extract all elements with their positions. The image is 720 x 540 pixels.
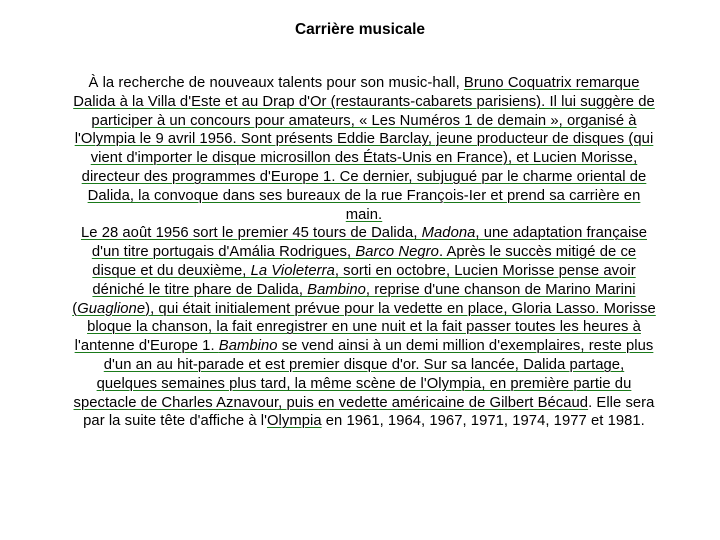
paragraph-intro: À la recherche de nouveaux talents pour son music-hall, bbox=[88, 75, 464, 91]
link-text-italic: Barco Negro bbox=[355, 244, 439, 261]
link-text: . Après le succès mitigé de ce disque et du deuxième, bbox=[92, 244, 637, 279]
link-text-italic: Madona bbox=[421, 225, 476, 242]
link-text: , sorti en octobre, Lucien Morisse pense avoir déniché le titre phare de Dalida, bbox=[92, 262, 636, 298]
link-text: se vend ainsi à un demi million d'exemplaires, reste plus d'un an au hit-parade et est premier disque d'or. Sur sa lancée, Dalida partage, quelques semaines plus tard, la même scène de l'Olympia, en première partie du spectacle de Charles Aznavour, puis en vedette américaine de Gilbert Bécaud bbox=[73, 338, 654, 411]
paragraph-text: . Elle sera par la suite tête d'affiche à l' bbox=[83, 394, 655, 430]
link-text-italic: Guaglione bbox=[77, 300, 146, 317]
link-text-italic: Bambino bbox=[307, 281, 366, 298]
link-text-italic: Bambino bbox=[218, 338, 278, 355]
link-text: , reprise d'une chanson de Marino Marini ( bbox=[72, 281, 636, 317]
article-paragraph bbox=[72, 74, 656, 431]
link-text: ), qui était initialement prévue pour la vedette en place, Gloria Lasso. Morisse bloque la chanson, la fait enregistrer en une nuit et la fait passer toutes les heures à l'antenne d'Europe 1. bbox=[74, 300, 656, 355]
link-text: Bruno Coquatrix remarque Dalida à la Villa d'Este et au Drap d'Or (restaurants-cabarets parisiens). Il lui suggère de participer à un concours pour amateurs, « Les Numéros 1 de demain », organisé à l'Olympia le 9 avril 1956. Sont présents Eddie Barclay, jeune producteur de disques (qui vient d'importer le disque microsillon des États-Unis en France), et Lucien Morisse, directeur des programmes d'Europe 1. Ce dernier, subjugué par le charme oriental de Dalida, la convoque dans ses bureaux de la rue François-Ier et prend sa carrière en main. bbox=[73, 75, 655, 223]
link-olympia[interactable]: Olympia bbox=[266, 413, 322, 430]
paragraph-text: en 1961, 1964, 1967, 1971, 1974, 1977 et 1981. bbox=[321, 413, 645, 430]
link-text: Le 28 août 1956 sort le premier 45 tours de Dalida, bbox=[80, 225, 422, 242]
link-text: , une adaptation française d'un titre portugais d'Amália Rodrigues, bbox=[91, 225, 648, 261]
page-title: Carrière musicale bbox=[294, 21, 426, 38]
link-segment-coquatrix[interactable] bbox=[72, 75, 656, 411]
link-text-italic: La Violeterra bbox=[250, 262, 335, 279]
